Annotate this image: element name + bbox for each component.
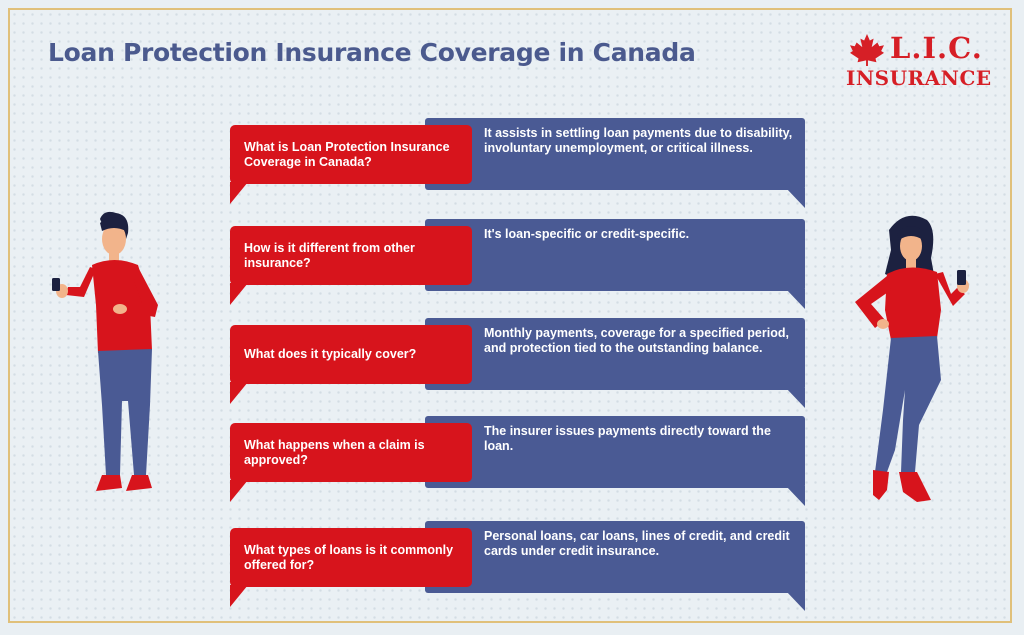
- faq-item: [230, 416, 810, 506]
- answer-text: It assists in settling loan payments due to disability, involuntary unemployment, or critical illness.: [484, 126, 793, 155]
- answer-bubble-tail: [786, 388, 805, 408]
- question-bubble: [230, 325, 472, 384]
- faq-item: [230, 219, 810, 309]
- question-text: What happens when a claim is approved?: [244, 437, 425, 467]
- answer-text: Monthly payments, coverage for a specified period, and protection tied to the outstanding balance.: [484, 326, 789, 355]
- maple-leaf-icon: [848, 33, 886, 67]
- answer-bubble-tail: [786, 486, 805, 506]
- question-text: How is it different from other insurance?: [244, 240, 415, 270]
- answer-bubble-tail: [786, 188, 805, 208]
- question-bubble: [230, 125, 472, 184]
- question-bubble-tail: [230, 283, 248, 305]
- answer-bubble-tail: [786, 591, 805, 611]
- question-bubble: [230, 226, 472, 285]
- logo-subtitle: INSURANCE: [846, 66, 992, 90]
- question-bubble-tail: [230, 480, 248, 502]
- faq-item: [230, 118, 810, 208]
- faq-item: [230, 521, 810, 611]
- question-text: What does it typically cover?: [244, 347, 417, 361]
- question-bubble-tail: [230, 382, 248, 404]
- question-bubble: [230, 528, 472, 587]
- logo-title: L.I.C.: [890, 31, 983, 65]
- question-text: What types of loans is it commonly offered for?: [244, 542, 454, 572]
- faq-item: [230, 318, 810, 408]
- man-with-phone-illustration: [40, 205, 170, 505]
- question-bubble-tail: [230, 182, 248, 204]
- woman-with-phone-illustration: [845, 210, 975, 510]
- question-bubble-tail: [230, 585, 248, 607]
- answer-text: The insurer issues payments directly toward the loan.: [484, 424, 771, 453]
- answer-text: It's loan-specific or credit-specific.: [484, 227, 690, 241]
- question-text: What is Loan Protection Insurance Coverage in Canada?: [244, 139, 450, 169]
- page-title: Loan Protection Insurance Coverage in Canada: [48, 38, 696, 67]
- answer-bubble-tail: [786, 289, 805, 309]
- question-bubble: [230, 423, 472, 482]
- answer-text: Personal loans, car loans, lines of credit, and credit cards under credit insurance.: [484, 529, 790, 558]
